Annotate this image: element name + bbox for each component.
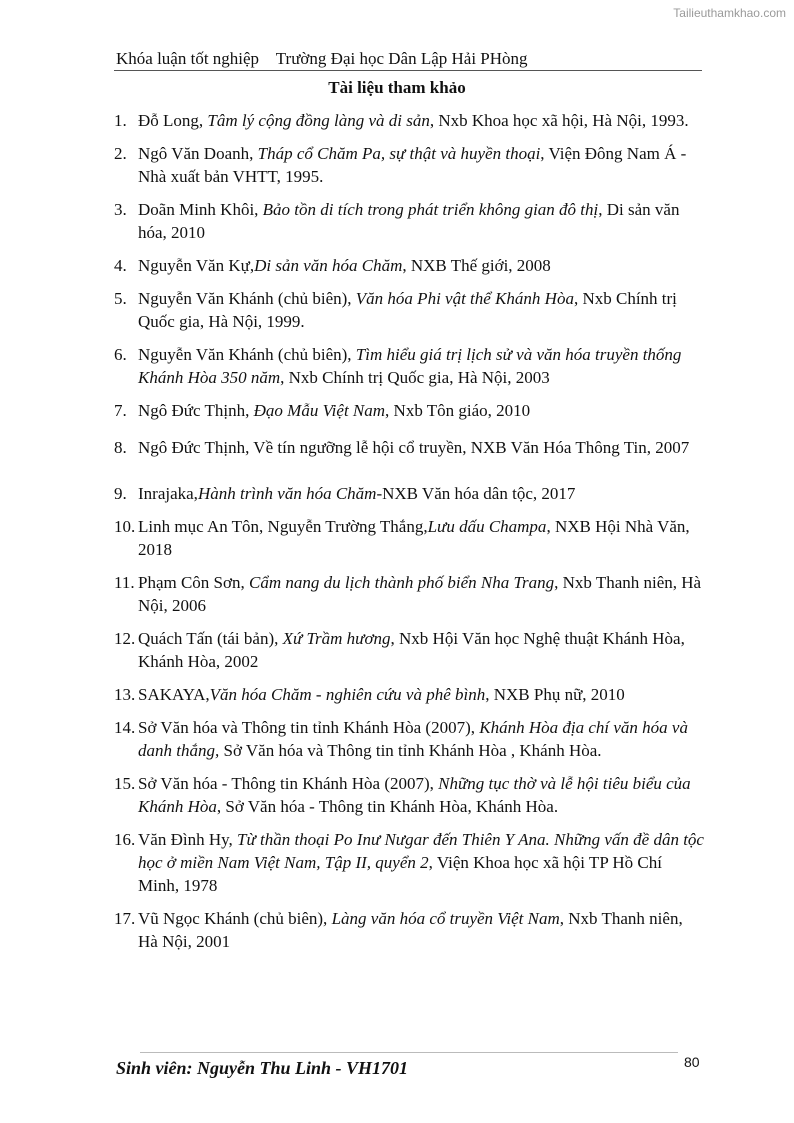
reference-text: , NXB Thế giới, 2008 bbox=[402, 256, 551, 275]
reference-text: , Viện Đông Nam Á - Nhà xuất bản VHTT, 1995. bbox=[138, 144, 687, 186]
reference-text: , Nxb Thanh niên, Hà Nội, 2001 bbox=[138, 909, 683, 951]
reference-text: Inrajaka, bbox=[138, 484, 198, 503]
reference-number: 13. bbox=[114, 685, 136, 704]
reference-title: Văn hóa Chăm - nghiên cứu và phê bình bbox=[209, 685, 486, 704]
reference-item bbox=[114, 828, 704, 897]
reference-item bbox=[114, 571, 704, 617]
reference-number: 12. bbox=[114, 629, 136, 648]
reference-item bbox=[114, 254, 704, 277]
reference-text: , Nxb Thanh niên, Hà Nội, 2006 bbox=[138, 573, 702, 615]
reference-text: Doãn Minh Khôi, bbox=[138, 200, 263, 219]
reference-text: , NXB Hội Nhà Văn, 2018 bbox=[138, 517, 690, 559]
reference-number: 10. bbox=[114, 517, 136, 536]
reference-text: Sở Văn hóa và Thông tin tỉnh Khánh Hòa (2007), bbox=[138, 718, 480, 737]
reference-number: 9. bbox=[114, 484, 127, 503]
reference-text: , Nxb Hội Văn học Nghệ thuật Khánh Hòa, Khánh Hòa, 2002 bbox=[138, 629, 685, 671]
reference-text: , Sở Văn hóa - Thông tin Khánh Hòa, Khánh Hòa. bbox=[216, 797, 559, 816]
reference-number: 8. bbox=[114, 438, 127, 457]
reference-text: , Nxb Chính trị Quốc gia, Hà Nội, 1999. bbox=[138, 289, 677, 331]
reference-title: Khánh Hòa địa chí văn hóa và danh thắng, bbox=[138, 718, 688, 760]
header-university: Trường Đại học Dân Lập Hải PHòng bbox=[275, 49, 528, 68]
reference-text: Nguyễn Văn Kự, bbox=[138, 256, 255, 275]
reference-number: 1. bbox=[114, 111, 127, 130]
reference-item bbox=[114, 142, 704, 188]
reference-item bbox=[114, 772, 704, 818]
reference-text: Linh mục An Tôn, Nguyễn Trường Thắng, bbox=[138, 517, 428, 536]
reference-item bbox=[114, 198, 704, 244]
reference-title: Đạo Mẫu Việt Nam bbox=[253, 401, 386, 420]
reference-title: Bảo tồn di tích trong phát triển không gian đô thị bbox=[262, 200, 599, 219]
reference-number: 5. bbox=[114, 289, 127, 308]
reference-item bbox=[114, 627, 704, 673]
reference-title: Hành trình văn hóa Chăm bbox=[197, 484, 377, 503]
reference-title: Làng văn hóa cổ truyền Việt Nam bbox=[331, 909, 560, 928]
reference-item bbox=[114, 399, 704, 422]
reference-text: -NXB Văn hóa dân tộc, 2017 bbox=[376, 484, 576, 503]
header-divider bbox=[114, 70, 702, 71]
reference-text: Ngô Đức Thịnh, Về tín ngưỡng lễ hội cổ truyền, NXB Văn Hóa Thông Tin, 2007 bbox=[138, 438, 690, 457]
reference-title: Tâm lý cộng đồng làng và di sản bbox=[207, 111, 430, 130]
reference-text: Đỗ Long, bbox=[138, 111, 208, 130]
reference-title: Từ thần thoại Po Inư Nưgar đến Thiên Y Ana. Những vấn đề dân tộc học ở miền Nam Việt Nam, Tập II, quyển 2 bbox=[138, 830, 704, 872]
reference-item bbox=[114, 343, 704, 389]
reference-number: 3. bbox=[114, 200, 127, 219]
reference-text: , Viện Khoa học xã hội TP Hồ Chí Minh, 1978 bbox=[138, 853, 662, 895]
reference-text: Vũ Ngọc Khánh (chủ biên), bbox=[138, 909, 332, 928]
reference-title: Tháp cổ Chăm Pa, sự thật và huyền thoại bbox=[257, 144, 541, 163]
reference-item bbox=[114, 432, 704, 464]
reference-item bbox=[114, 482, 704, 505]
reference-number: 7. bbox=[114, 401, 127, 420]
reference-item bbox=[114, 683, 704, 706]
reference-number: 2. bbox=[114, 144, 127, 163]
reference-item bbox=[114, 287, 704, 333]
reference-text: , NXB Phụ nữ, 2010 bbox=[485, 685, 625, 704]
reference-number: 4. bbox=[114, 256, 127, 275]
reference-list bbox=[114, 109, 704, 963]
reference-text: Phạm Côn Sơn, bbox=[138, 573, 250, 592]
reference-text: Ngô Đức Thịnh, bbox=[138, 401, 254, 420]
reference-text: Nguyễn Văn Khánh (chủ biên), bbox=[138, 289, 356, 308]
reference-title: Những tục thờ và lễ hội tiêu biểu của Khánh Hòa bbox=[138, 774, 691, 816]
footer-divider bbox=[140, 1052, 678, 1053]
reference-title: Xứ Trầm hương bbox=[282, 629, 391, 648]
reference-number: 11. bbox=[114, 573, 135, 592]
reference-number: 17. bbox=[114, 909, 136, 928]
reference-title: Lưu dấu Champa bbox=[427, 517, 547, 536]
reference-text: Sở Văn hóa và Thông tin tỉnh Khánh Hòa , Khánh Hòa. bbox=[219, 741, 602, 760]
reference-item bbox=[114, 716, 704, 762]
reference-text: , Nxb Tôn giáo, 2010 bbox=[385, 401, 531, 420]
reference-number: 15. bbox=[114, 774, 136, 793]
reference-title: Di sản văn hóa Chăm bbox=[254, 256, 403, 275]
reference-title: Tìm hiểu giá trị lịch sử và văn hóa truyền thống Khánh Hòa 350 năm bbox=[138, 345, 682, 387]
reference-number: 16. bbox=[114, 830, 136, 849]
reference-number: 6. bbox=[114, 345, 127, 364]
reference-title: Văn hóa Phi vật thể Khánh Hòa bbox=[355, 289, 574, 308]
reference-title: Cẩm nang du lịch thành phố biển Nha Trang bbox=[249, 573, 555, 592]
reference-item bbox=[114, 907, 704, 953]
reference-text: Văn Đình Hy, bbox=[138, 830, 237, 849]
watermark: Tailieuthamkhao.com bbox=[673, 6, 786, 20]
reference-item bbox=[114, 109, 704, 132]
reference-item bbox=[114, 515, 704, 561]
footer-student: Sinh viên: Nguyễn Thu Linh - VH1701 bbox=[116, 1058, 409, 1078]
page-header bbox=[116, 49, 528, 69]
reference-text: , Di sản văn hóa, 2010 bbox=[138, 200, 680, 242]
reference-text: , Nxb Khoa học xã hội, Hà Nội, 1993. bbox=[429, 111, 689, 130]
page-title: Tài liệu tham khảo bbox=[328, 78, 466, 97]
reference-text: Sở Văn hóa - Thông tin Khánh Hòa (2007), bbox=[138, 774, 439, 793]
reference-text: Ngô Văn Doanh, bbox=[138, 144, 258, 163]
reference-text: Nguyễn Văn Khánh (chủ biên), bbox=[138, 345, 356, 364]
reference-number: 14. bbox=[114, 718, 136, 737]
reference-text: , Nxb Chính trị Quốc gia, Hà Nội, 2003 bbox=[280, 368, 550, 387]
reference-text: Quách Tấn (tái bản), bbox=[138, 629, 283, 648]
page-number: 80 bbox=[684, 1054, 700, 1070]
header-thesis-label: Khóa luận tốt nghiệp bbox=[116, 49, 260, 68]
reference-text: SAKAYA, bbox=[138, 685, 210, 704]
